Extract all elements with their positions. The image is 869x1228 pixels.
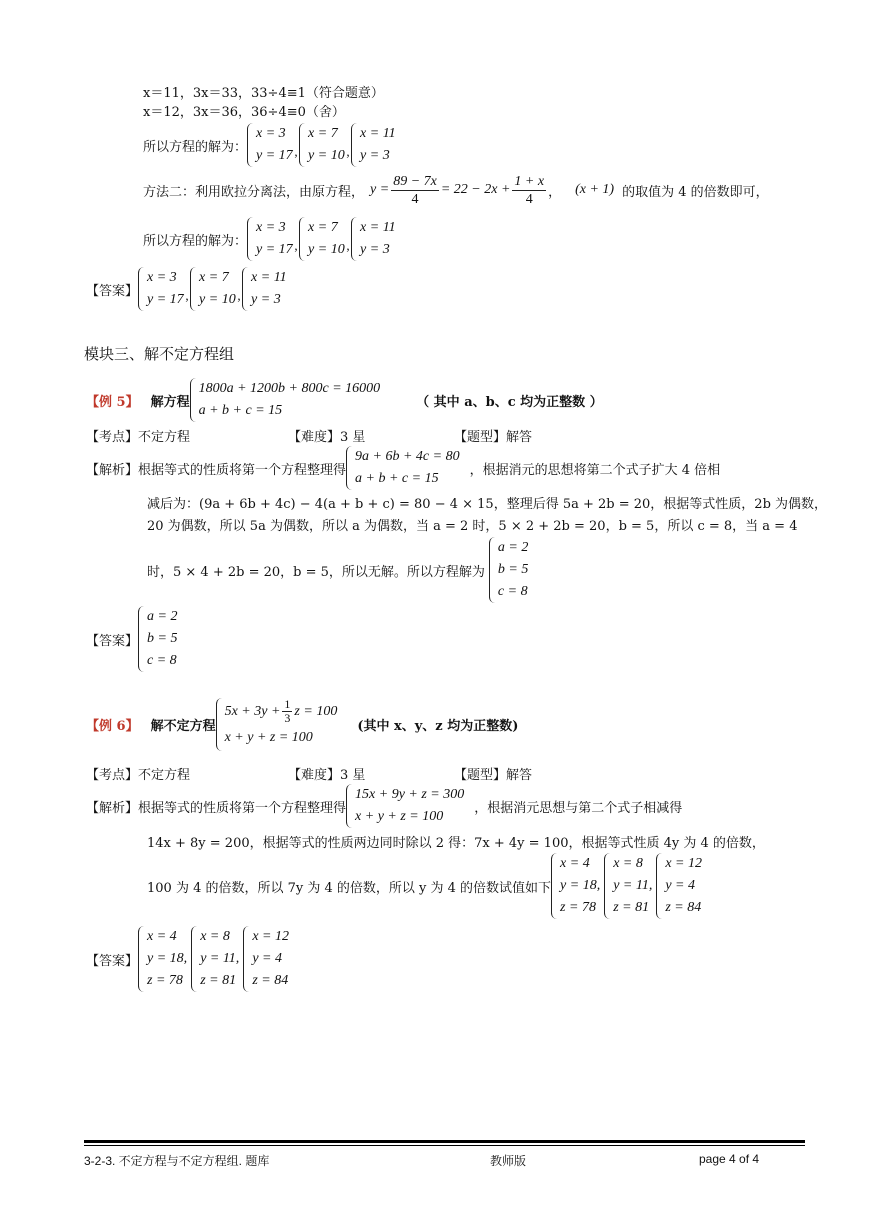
solution-row: y = 10 [308, 148, 345, 163]
solution-system [351, 123, 396, 167]
method2-eq-lhs: y = [370, 182, 390, 197]
example-6-analysis-line-1 [86, 784, 682, 828]
fraction-2 [512, 173, 546, 208]
footer-page-number: page 4 of 4 [699, 1152, 760, 1166]
solution-row: z = 78 [147, 973, 183, 988]
solution-row: y = 4 [665, 878, 696, 893]
answer-c: c = 8 [147, 653, 177, 668]
solution-system [243, 926, 289, 992]
analysis-eq-2: a + b + c = 15 [355, 471, 439, 486]
solution-row: y = 10 [308, 242, 345, 257]
xy-solution-group [247, 217, 396, 261]
solution-row: x = 7 [199, 270, 229, 285]
fraction-1-denominator: 4 [411, 191, 419, 207]
solution-c: c = 8 [497, 584, 528, 599]
solution-system [656, 853, 702, 919]
nandu [288, 426, 365, 445]
kaodian-label: 【考点】 [86, 768, 139, 783]
footer-center: 教师版 [490, 1154, 527, 1168]
example-6-eq-2: x + y + z = 100 [224, 730, 313, 745]
solution-row: z = 84 [665, 900, 702, 915]
tixing [454, 764, 532, 783]
kaodian-value: 不定方程 [138, 430, 191, 445]
separator: ’ [293, 151, 299, 166]
eq-1-part-b: z = 100 [294, 703, 338, 719]
method2-suffix: 的取值为 4 的倍数即可， [622, 184, 769, 200]
solution-row: x = 8 [200, 929, 230, 944]
example-6-eq-1 [225, 698, 338, 725]
example-5-analysis-line-1 [86, 446, 720, 490]
solution-row: x = 11 [251, 270, 287, 285]
analysis-text-1b: ，根据消元思想与第二个式子相减得 [474, 800, 683, 816]
method2-prefix: 方法二：利用欧拉分离法，由原方程， [143, 184, 365, 200]
example-6-title: 解不定方程 [150, 719, 216, 734]
solution-row: y = 18, [560, 878, 601, 893]
fraction-2-denominator: 4 [525, 191, 533, 207]
solution-set-1 [143, 123, 396, 167]
example-5-analysis-line-2: 减后为：(9a + 6b + 4c) − 4(a + b + c) = 80 − 4 × 15，整理后得 5a + 2b = 20，根据等式性质，2b 为偶数， [147, 497, 828, 512]
solution-row: x = 4 [560, 856, 590, 871]
analysis-text-1b: ，根据消元的思想将第二个式子扩大 4 倍相 [469, 462, 721, 478]
separator: ’ [345, 245, 351, 260]
footer-rule-thick [84, 1140, 805, 1143]
example-6-analysis-line-2: 14x + 8y = 200，根据等式的性质两边同时除以 2 得：7x + 4y = 100，根据等式性质 4y 为 4 的倍数， [147, 836, 765, 851]
analysis-text-1a: 根据等式的性质将第一个方程整理得 [138, 800, 347, 816]
eq-1-part-a: 5x + 3y + [224, 703, 281, 719]
nandu-label: 【难度】 [288, 768, 341, 783]
example-5-system [190, 378, 381, 422]
solution-row: z = 81 [200, 973, 237, 988]
tixing-value: 解答 [506, 768, 533, 783]
analysis-text-3: 100 为 4 的倍数，所以 7y 为 4 的倍数，所以 y 为 4 的倍数试值如下 [147, 880, 552, 896]
solution-b: b = 5 [497, 562, 529, 577]
nandu [288, 764, 365, 783]
nandu-value: 3 星 [340, 430, 366, 445]
solution-set-2 [143, 217, 396, 261]
solution-label: 所以方程的解为： [143, 139, 248, 155]
solution-row: x = 4 [147, 929, 177, 944]
tixing-label: 【题型】 [454, 430, 507, 445]
jiexi-label: 【解析】 [86, 462, 139, 478]
separator: ’ [236, 295, 242, 310]
solution-row: x = 11 [360, 126, 396, 141]
example-5-eq-1: 1800a + 1200b + 800c = 16000 [198, 381, 381, 396]
solution-row: x = 12 [252, 929, 289, 944]
solution-row: x = 12 [665, 856, 703, 871]
example-5-condition: （ 其中 a、b、c 均为正整数 ） [416, 394, 603, 410]
one-third-fraction [282, 698, 292, 725]
solution-row: y = 11, [200, 951, 240, 966]
method2-line [143, 172, 769, 208]
example-5-header [86, 378, 603, 422]
solution-system [551, 853, 600, 919]
analysis-system [346, 446, 460, 490]
example-5-analysis-line-3: 20 为偶数，所以 5a 为偶数，所以 a 为偶数，当 a = 2 时，5 × 2 + 2b = 20，b = 5，所以 c = 8，当 a = 4 [147, 519, 798, 534]
example-6-header [86, 698, 518, 751]
analysis-eq-1: 15x + 9y + z = 300 [355, 787, 465, 802]
example-5-title: 解方程 [150, 394, 190, 410]
module-title: 模块三、解不定方程组 [84, 345, 235, 363]
answer-2-system [138, 606, 177, 672]
solution-row: x = 8 [613, 856, 643, 871]
answer-3 [86, 926, 289, 992]
analysis-text-4: 时，5 × 4 + 2b = 20，b = 5，所以无解。所以方程解为 [147, 564, 485, 580]
solution-row: x = 7 [308, 220, 338, 235]
solution-row: z = 78 [560, 900, 596, 915]
solution-row: x = 3 [256, 126, 286, 141]
solution-row: x = 3 [256, 220, 286, 235]
analysis-eq-2: x + y + z = 100 [355, 809, 444, 824]
example-6-meta [86, 764, 533, 783]
kaodian-label: 【考点】 [86, 430, 139, 445]
kaodian-value: 不定方程 [138, 768, 191, 783]
example-6-analysis-line-3 [147, 853, 702, 919]
tixing [454, 426, 532, 445]
nandu-label: 【难度】 [288, 430, 341, 445]
fraction-1 [391, 173, 439, 208]
one-third-denominator: 3 [284, 711, 291, 725]
xyz-solution-group [551, 853, 702, 919]
solution-row: y = 18, [147, 951, 188, 966]
solution-row: x = 3 [147, 270, 177, 285]
solution-a: a = 2 [497, 540, 529, 555]
footer-left: 3-2-3. 不定方程与不定方程组. 题库 [84, 1154, 270, 1168]
answer-label: 【答案】 [86, 953, 139, 969]
solution-row: x = 7 [308, 126, 338, 141]
method2-eq-mid: = 22 − 2x + [440, 182, 511, 197]
method2-paren: (x + 1) [575, 182, 615, 197]
example-5-solution [489, 537, 528, 603]
solution-row: x = 11 [360, 220, 396, 235]
example-6-condition: (其中 x、y、z 均为正整数) [357, 719, 519, 734]
answer-b: b = 5 [147, 631, 178, 646]
separator: ’ [345, 151, 351, 166]
xy-solution-group [247, 123, 396, 167]
solution-row: z = 84 [252, 973, 289, 988]
solution-row: y = 3 [251, 292, 281, 307]
solution-system [191, 926, 239, 992]
tixing-label: 【题型】 [454, 768, 507, 783]
tixing-value: 解答 [506, 430, 533, 445]
solution-row: y = 17 [256, 242, 293, 257]
analysis-eq-1: 9a + 6b + 4c = 80 [355, 449, 460, 464]
answer-1 [86, 267, 287, 311]
xyz-solution-group [138, 926, 289, 992]
intro-line-2: x＝12，3x＝36，36÷4≡0（舍） [143, 105, 345, 120]
solution-row: y = 3 [360, 242, 390, 257]
solution-system [138, 926, 187, 992]
answer-label: 【答案】 [86, 283, 139, 299]
solution-system [604, 853, 652, 919]
example-5-eq-2: a + b + c = 15 [198, 403, 283, 418]
fraction-1-numerator: 89 − 7x [393, 173, 437, 189]
example-5-analysis-line-4 [147, 537, 528, 603]
example-5-label: 【例 5】 [86, 394, 139, 410]
solution-system [247, 123, 293, 167]
answer-a: a = 2 [147, 609, 178, 624]
jiexi-label: 【解析】 [86, 800, 139, 816]
xy-solution-group [138, 267, 287, 311]
solution-system [299, 123, 345, 167]
solution-system [351, 217, 396, 261]
intro-line-1: x＝11，3x＝33，33÷4≡1（符合题意） [143, 86, 384, 101]
footer-rule-thin [84, 1145, 805, 1146]
solution-row: y = 3 [360, 148, 390, 163]
analysis-text-1a: 根据等式的性质将第一个方程整理得 [138, 462, 347, 478]
solution-row: y = 4 [252, 951, 282, 966]
solution-system [242, 267, 287, 311]
solution-row: y = 10 [199, 292, 236, 307]
solution-system [138, 267, 184, 311]
example-6-system [216, 698, 338, 751]
solution-system [247, 217, 293, 261]
fraction-2-numerator: 1 + x [514, 173, 545, 189]
solution-system [299, 217, 345, 261]
answer-label: 【答案】 [86, 633, 139, 649]
solution-row: z = 81 [613, 900, 650, 915]
solution-label-2: 所以方程的解为： [143, 233, 248, 249]
one-third-numerator: 1 [284, 697, 291, 711]
solution-row: y = 17 [256, 148, 293, 163]
example-5-meta [86, 426, 533, 445]
example-6-label: 【例 6】 [86, 719, 139, 734]
analysis-system [346, 784, 464, 828]
solution-row: y = 17 [147, 292, 184, 307]
solution-system [190, 267, 236, 311]
method2-comma: ， [548, 184, 562, 200]
nandu-value: 3 星 [340, 768, 366, 783]
separator: ’ [293, 245, 299, 260]
answer-2 [86, 606, 177, 672]
solution-row: y = 11, [613, 878, 653, 893]
separator: ’ [184, 295, 190, 310]
